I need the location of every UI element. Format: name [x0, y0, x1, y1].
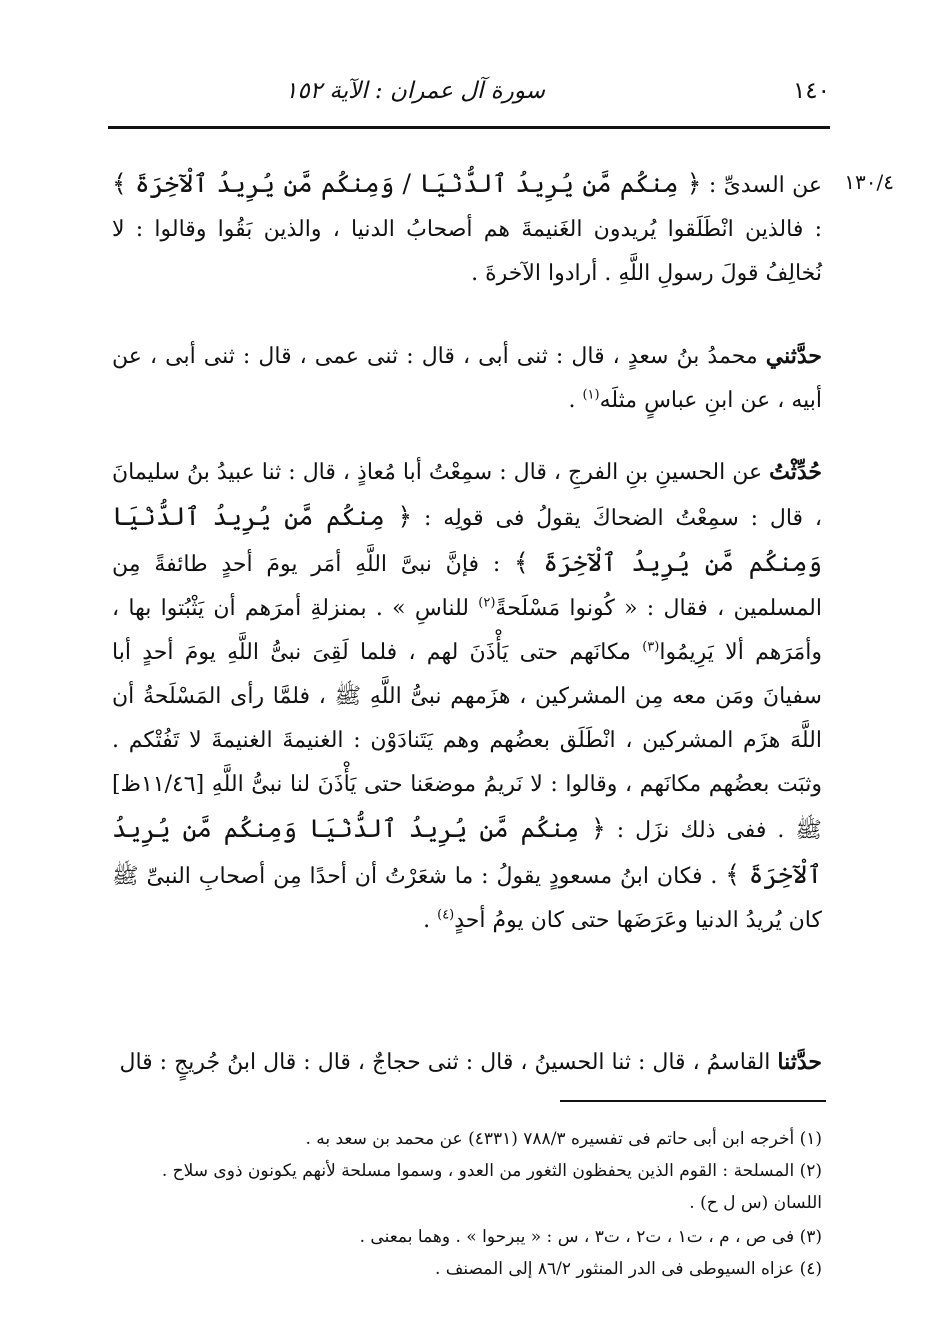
- isnad-lead: حُدِّثْتُ: [769, 459, 822, 485]
- paragraph-text: للناسِ » . بمنزلةِ أمرَهم أن يَثْبُتوا بها ، وأمَرَهم ألا يَرِيمُوا: [112, 596, 822, 665]
- footnote-2-continued: اللسان (س ل ح) .: [689, 1193, 822, 1213]
- page-header: [108, 72, 830, 120]
- footnote-4: (٤) عزاه السيوطى فى الدر المنثور ٨٦/٢ إلى المصنف .: [435, 1259, 822, 1279]
- paragraph-2: [112, 334, 822, 423]
- isnad-lead: حدَّثني: [765, 343, 823, 369]
- footnote-ref[interactable]: (٣): [642, 639, 660, 655]
- quran-verse: ﴿ مِنكُم مَّن يُرِيدُ ٱلدُّنْيَا وَمِنكُم مَّن يُرِيدُ ٱلْآخِرَةَ ﴾: [112, 502, 823, 577]
- paragraph-text: محمدُ بنُ سعدٍ ، قال : ثنى أبى ، قال : ثنى عمى ، قال : ثنى أبى ، عن أبيه ، عن ابنِ عباسٍ مثلَه: [112, 344, 822, 413]
- isnad-lead: حدَّثنا: [777, 1049, 822, 1075]
- paragraph-text: .: [423, 908, 438, 933]
- paragraph-text: .: [568, 388, 583, 413]
- quran-verse: ﴿ مِنكُم مَّن يُرِيدُ ٱلدُّنْيَا / وَمِنكُم مَّن يُرِيدُ ٱلْآخِرَةَ ﴾: [112, 169, 702, 198]
- quran-verse: ﴿ مِنكُم مَّن يُرِيدُ ٱلدُّنْيَا وَمِنكُم مَّن يُرِيدُ ٱلْآخِرَةَ ﴾: [112, 814, 822, 889]
- paragraph-text: مكانَهم حتى يَأْذَنَ لهم ، فلما لَقِىَ نبىُّ اللَّهِ يومَ أحدٍ أبا سفيانَ ومَن معه مِن المشركين ، هزَمهم نبىُّ اللَّهِ ﷺ ، فلمَّا رأى المَسْلَحةُ أن اللَّهَ هزَم المشركين ، انْطَلَق بعضُهم وهم يَتَنادَوْن : الغنيمةَ الغنيمةَ لا تَفُتْكم . وثبَت بعضُهم مكانَهم ، وقالوا : لا نَريمُ موضعَنا حتى يَأْذَنَ لنا نبىُّ اللَّهِ [١١/٤٦ظ] ﷺ . ففى ذلك نزَل :: [112, 640, 822, 843]
- footnote-ref[interactable]: (٤): [437, 907, 455, 923]
- footnote-3: (٣) فى ص ، م ، ت١ ، ت٢ ، ت٣ ، س : « يبرحوا » . وهما بمعنى .: [359, 1227, 822, 1247]
- footnote-1: (١) أخرجه ابن أبى حاتم فى تفسيره ٧٨٨/٣ (٤٣٣١) عن محمد بن سعد به .: [305, 1129, 822, 1149]
- footnote-ref[interactable]: (١): [582, 387, 600, 403]
- running-title: سورة آل عمران : الآية ١٥٢: [284, 78, 545, 104]
- paragraph-3: [112, 450, 822, 943]
- paragraph-text: : فإنَّ نبىَّ اللَّهِ أمَر يومَ أحدٍ طائفةً مِن المسلمين ، فقال : « كُونوا مَسْلَحةً: [112, 552, 822, 621]
- paragraph-text: القاسمُ ، قال : ثنا الحسينُ ، قال : ثنى حجاجٌ ، قال : قال ابنُ جُريجٍ : قال: [119, 1050, 778, 1075]
- footnote-rule: [560, 1100, 826, 1102]
- paragraph-text: : فالذين انْطَلَقوا يُريدون الغَنيمةَ هم أصحابُ الدنيا ، والذين بَقُوا وقالوا : لا نُخالِفُ قولَ رسولِ اللَّهِ . أرادوا الآخرةَ .: [112, 217, 822, 286]
- footnote-ref[interactable]: (٢): [478, 595, 496, 611]
- paragraph-1: [112, 162, 822, 296]
- paragraph-text: عن السدىِّ :: [701, 173, 822, 198]
- footnote-2: (٢) المسلحة : القوم الذين يحفظون الثغور من العدو ، وسموا مسلحة لأنهم يكونون ذوى سلاح .: [161, 1161, 822, 1181]
- page-number: ١٤٠: [792, 78, 830, 104]
- footnotes: [112, 1124, 822, 1286]
- margin-reference: ١٣٠/٤: [844, 170, 894, 194]
- paragraph-4: [112, 1040, 822, 1085]
- paragraph-text: عن الحسينِ بنِ الفرجِ ، قال : سمِعْتُ أبا مُعاذٍ ، قال : ثنا عبيدُ بنُ سليمانَ ، قال : سمِعْتُ الضحاكَ يقولُ فى قولِه :: [112, 460, 823, 531]
- header-rule: [108, 126, 830, 129]
- paragraph-text: . فكان ابنُ مسعودٍ يقولُ : ما شعَرْتُ أن أحدًا مِن أصحابِ النبىِّ ﷺ كان يُريدُ الدنيا وعَرَضَها حتى كان يومُ أحدٍ: [112, 864, 822, 933]
